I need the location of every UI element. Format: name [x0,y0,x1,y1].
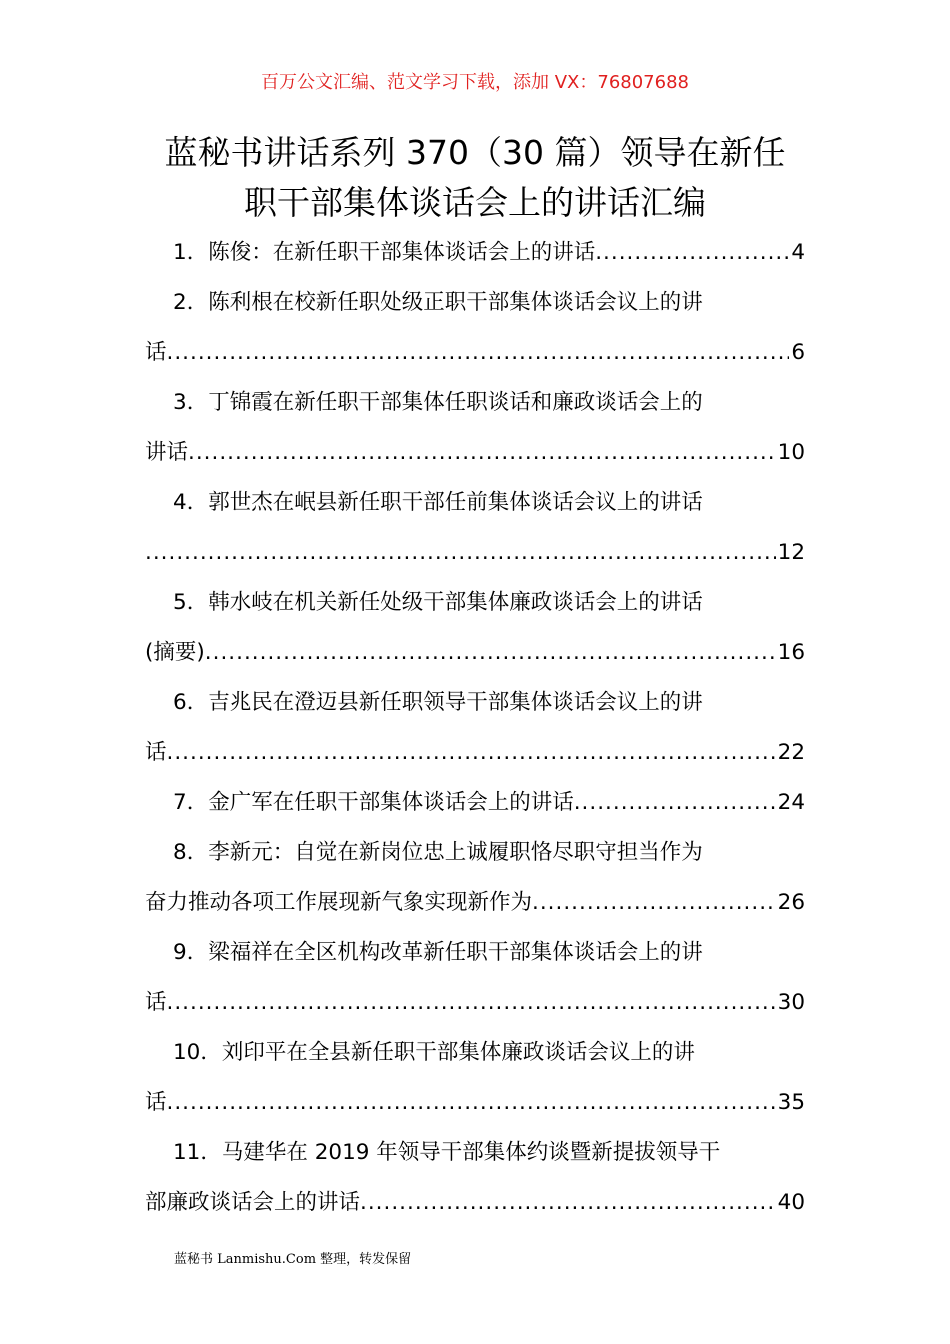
toc-entry-title: 陈俊：在新任职干部集体谈话会上的讲话 [208,240,596,265]
toc-page-number: 22 [777,740,805,765]
toc-entry-title: 韩水岐在机关新任处级干部集体廉政谈话会上的讲话 [208,590,703,615]
toc-entry-title: 郭世杰在岷县新任职干部任前集体谈话会议上的讲话 [208,490,703,515]
document-title [130,128,820,228]
toc-entry-title: 丁锦霞在新任职干部集体任职谈话和廉政谈话会上的 [208,390,703,415]
toc-page-number: 4 [791,240,805,265]
dot-leader [167,328,790,378]
toc-page-number: 10 [777,440,805,465]
dot-leader [167,728,776,778]
toc-entry-title-continued: 部廉政谈话会上的讲话 [145,1190,361,1215]
toc-entry-title: 金广军在任职干部集体谈话会上的讲话 [208,790,574,815]
toc-entry-title: 吉兆民在澄迈县新任职领导干部集体谈话会议上的讲 [208,690,703,715]
toc-entry-title-continued: 话 [145,740,167,765]
dot-leader [595,228,789,278]
toc-entry-title-continued: 话 [145,340,167,365]
toc-entry-number: 8 [173,840,187,865]
toc-entry[interactable]: 11．马建华在 2019 年领导干部集体约谈暨新提拔领导干 部廉政谈话会上的讲话 ..... 40 [145,1128,805,1228]
toc-entry-title: 梁福祥在全区机构改革新任职干部集体谈话会上的讲 [208,940,703,965]
toc-page-number: 30 [777,990,805,1015]
toc-page-number: 26 [777,890,805,915]
toc-entry[interactable]: 3．丁锦霞在新任职干部集体任职谈话和廉政谈话会上的 讲话 ..... 10 [145,378,805,478]
toc-page-number: 24 [777,790,805,815]
toc-entry-number: 5 [173,590,187,615]
toc-page-number: 12 [777,540,805,565]
toc-entry-number: 3 [173,390,187,415]
dot-leader [167,978,776,1028]
toc-entry-title-continued: 讲话 [145,440,189,465]
toc-page-number: 16 [777,640,805,665]
dot-leader [574,778,776,828]
toc-entry-number: 1 [173,240,187,265]
toc-entry-title-continued: 话 [145,1090,167,1115]
toc-entry[interactable]: 10．刘印平在全县新任职干部集体廉政谈话会议上的讲 话 ..... 35 [145,1028,805,1128]
toc-entry-number: 2 [173,290,187,315]
dot-leader [205,628,776,678]
toc-entry-number: 6 [173,690,187,715]
toc-entry[interactable]: 2．陈利根在校新任职处级正职干部集体谈话会议上的讲 话 ..... 6 [145,278,805,378]
dot-leader [167,1078,776,1128]
header-note: 百万公文汇编、范文学习下载，添加 VX：76807688 [261,72,689,93]
toc-entry[interactable]: 9．梁福祥在全区机构改革新任职干部集体谈话会上的讲 话 ..... 30 [145,928,805,1028]
toc-entry-number: 11 [173,1140,201,1165]
toc-page-number: 35 [777,1090,805,1115]
title-line-1: 蓝秘书讲话系列 370（30 篇）领导在新任 [164,133,786,172]
toc-entry[interactable]: 7．金广军在任职干部集体谈话会上的讲话 ..... 24 [145,778,805,828]
footer-note: 蓝秘书 Lanmishu.Com 整理，转发保留 [174,1252,412,1267]
toc-entry[interactable]: 4．郭世杰在岷县新任职干部任前集体谈话会议上的讲话 ..... 12 [145,478,805,578]
toc-entry-title-continued: 话 [145,990,167,1015]
dot-leader [188,428,776,478]
toc-entry-number: 9 [173,940,187,965]
toc-entry-number: 7 [173,790,187,815]
toc-entry-title: 李新元：自觉在新岗位忠上诚履职恪尽职守担当作为 [208,840,703,865]
toc-entry-title-continued: 奋力推动各项工作展现新气象实现新作为 [145,890,533,915]
toc-entry-title: 马建华在 2019 年领导干部集体约谈暨新提拔领导干 [221,1140,721,1165]
dot-leader [360,1178,776,1228]
toc-entry-title-continued: (摘要) [145,640,205,665]
toc-entry[interactable]: 1．陈俊：在新任职干部集体谈话会上的讲话 ..... 4 [145,228,805,278]
toc-entry[interactable]: 5．韩水岐在机关新任处级干部集体廉政谈话会上的讲话 (摘要) ..... 16 [145,578,805,678]
toc-entry[interactable]: 8．李新元：自觉在新岗位忠上诚履职恪尽职守担当作为 奋力推动各项工作展现新气象实现新作为 ..... 26 [145,828,805,928]
toc-entry-number: 10 [173,1040,201,1065]
toc-entry-title: 陈利根在校新任职处级正职干部集体谈话会议上的讲 [208,290,703,315]
toc-entry[interactable]: 6．吉兆民在澄迈县新任职领导干部集体谈话会议上的讲 话 ..... 22 [145,678,805,778]
dot-leader [532,878,776,928]
title-line-2: 职干部集体谈话会上的讲话汇编 [244,183,706,222]
toc-page-number: 6 [791,340,805,365]
toc-entry-title: 刘印平在全县新任职干部集体廉政谈话会议上的讲 [221,1040,695,1065]
dot-leader [145,528,776,578]
toc-entry-number: 4 [173,490,187,515]
table-of-contents [145,228,805,1228]
toc-page-number: 40 [777,1190,805,1215]
